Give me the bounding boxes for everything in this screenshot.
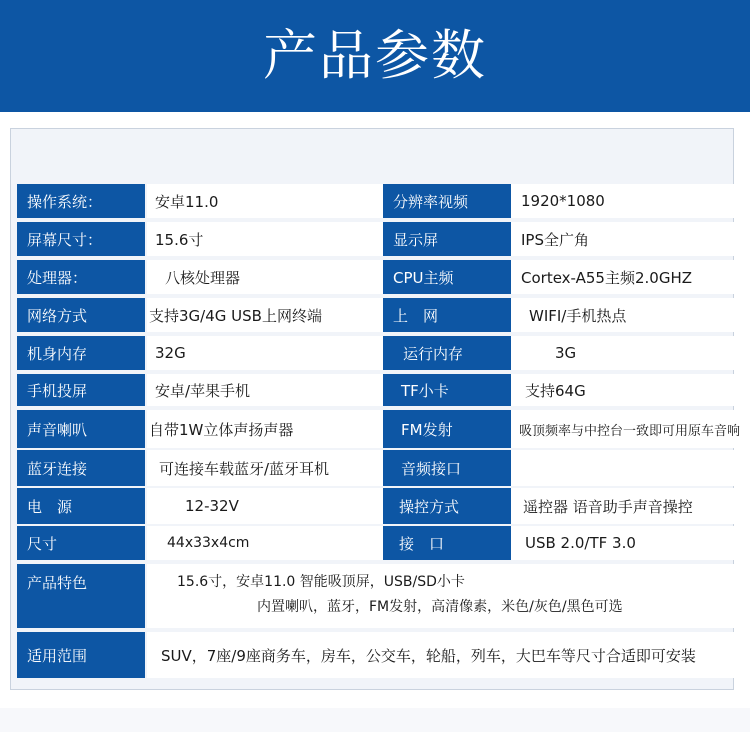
spec-value: 32G	[147, 336, 383, 370]
spec-value: 44x33x4cm	[147, 526, 383, 560]
spec-value: 遥控器 语音助手声音操控	[511, 488, 747, 524]
spec-value: 15.6寸	[147, 222, 383, 256]
spec-label: 手机投屏	[17, 374, 145, 406]
spec-row	[17, 184, 747, 218]
spec-label: 电 源	[17, 488, 145, 524]
features-row	[17, 564, 747, 628]
spec-label: 机身内存	[17, 336, 145, 370]
spec-label: 上 网	[383, 298, 511, 332]
features-line-2: 内置喇叭，蓝牙，FM发射，高清像素，米色/灰色/黑色可选	[257, 599, 623, 615]
spec-label: 运行内存	[383, 336, 511, 370]
spec-label: 操控方式	[383, 488, 511, 524]
spec-row	[17, 298, 747, 332]
spec-value: 吸顶频率与中控台一致即可用原车音响	[511, 410, 747, 448]
spec-label: 音频接口	[383, 450, 511, 486]
spec-value	[511, 450, 747, 486]
features-value	[147, 564, 747, 628]
spec-row	[17, 336, 747, 370]
spec-label: 分辨率视频	[383, 184, 511, 218]
scope-text: SUV，7座/9座商务车，房车，公交车，轮船，列车，大巴车等尺寸合适即可安装	[161, 646, 696, 665]
features-label: 产品特色	[17, 564, 145, 628]
spec-row	[17, 260, 747, 294]
spec-row	[17, 526, 747, 560]
scope-value	[147, 632, 747, 678]
spec-label: 接 口	[383, 526, 511, 560]
scope-row	[17, 632, 747, 678]
scope-label: 适用范围	[17, 632, 145, 678]
spec-row	[17, 410, 747, 448]
spec-label: 处理器：	[17, 260, 145, 294]
spec-value: 3G	[511, 336, 747, 370]
spec-value: 安卓/苹果手机	[147, 374, 383, 406]
spec-label: 操作系统：	[17, 184, 145, 218]
spec-value: 可连接车载蓝牙/蓝牙耳机	[147, 450, 383, 486]
spec-label: 屏幕尺寸：	[17, 222, 145, 256]
spec-row	[17, 488, 747, 524]
spec-value: 八核处理器	[147, 260, 383, 294]
spec-label: 尺寸	[17, 526, 145, 560]
spec-value: 自带1W立体声扬声器	[147, 410, 383, 448]
spec-value: WIFI/手机热点	[511, 298, 747, 332]
spec-value: 支持3G/4G USB上网终端	[147, 298, 383, 332]
spec-label: 声音喇叭	[17, 410, 145, 448]
spec-label: 蓝牙连接	[17, 450, 145, 486]
spec-row	[17, 374, 747, 406]
spec-value: 12-32V	[147, 488, 383, 524]
spec-label: CPU主频	[383, 260, 511, 294]
spec-value: 支持64G	[511, 374, 747, 406]
spec-value: 1920*1080	[511, 184, 747, 218]
spec-row	[17, 222, 747, 256]
spec-label: TF小卡	[383, 374, 511, 406]
spec-row	[17, 450, 747, 486]
spec-label: 网络方式	[17, 298, 145, 332]
spec-value: USB 2.0/TF 3.0	[511, 526, 747, 560]
spec-value: IPS全广角	[511, 222, 747, 256]
spec-value: 安卓11.0	[147, 184, 383, 218]
spec-label: FM发射	[383, 410, 511, 448]
page-header	[0, 0, 750, 112]
spec-label: 显示屏	[383, 222, 511, 256]
page-title: 产品参数	[263, 24, 487, 87]
bottom-band	[0, 708, 750, 732]
features-line-1: 15.6寸，安卓11.0 智能吸顶屏，USB/SD小卡	[177, 574, 465, 590]
spec-value: Cortex-A55主频2.0GHZ	[511, 260, 747, 294]
